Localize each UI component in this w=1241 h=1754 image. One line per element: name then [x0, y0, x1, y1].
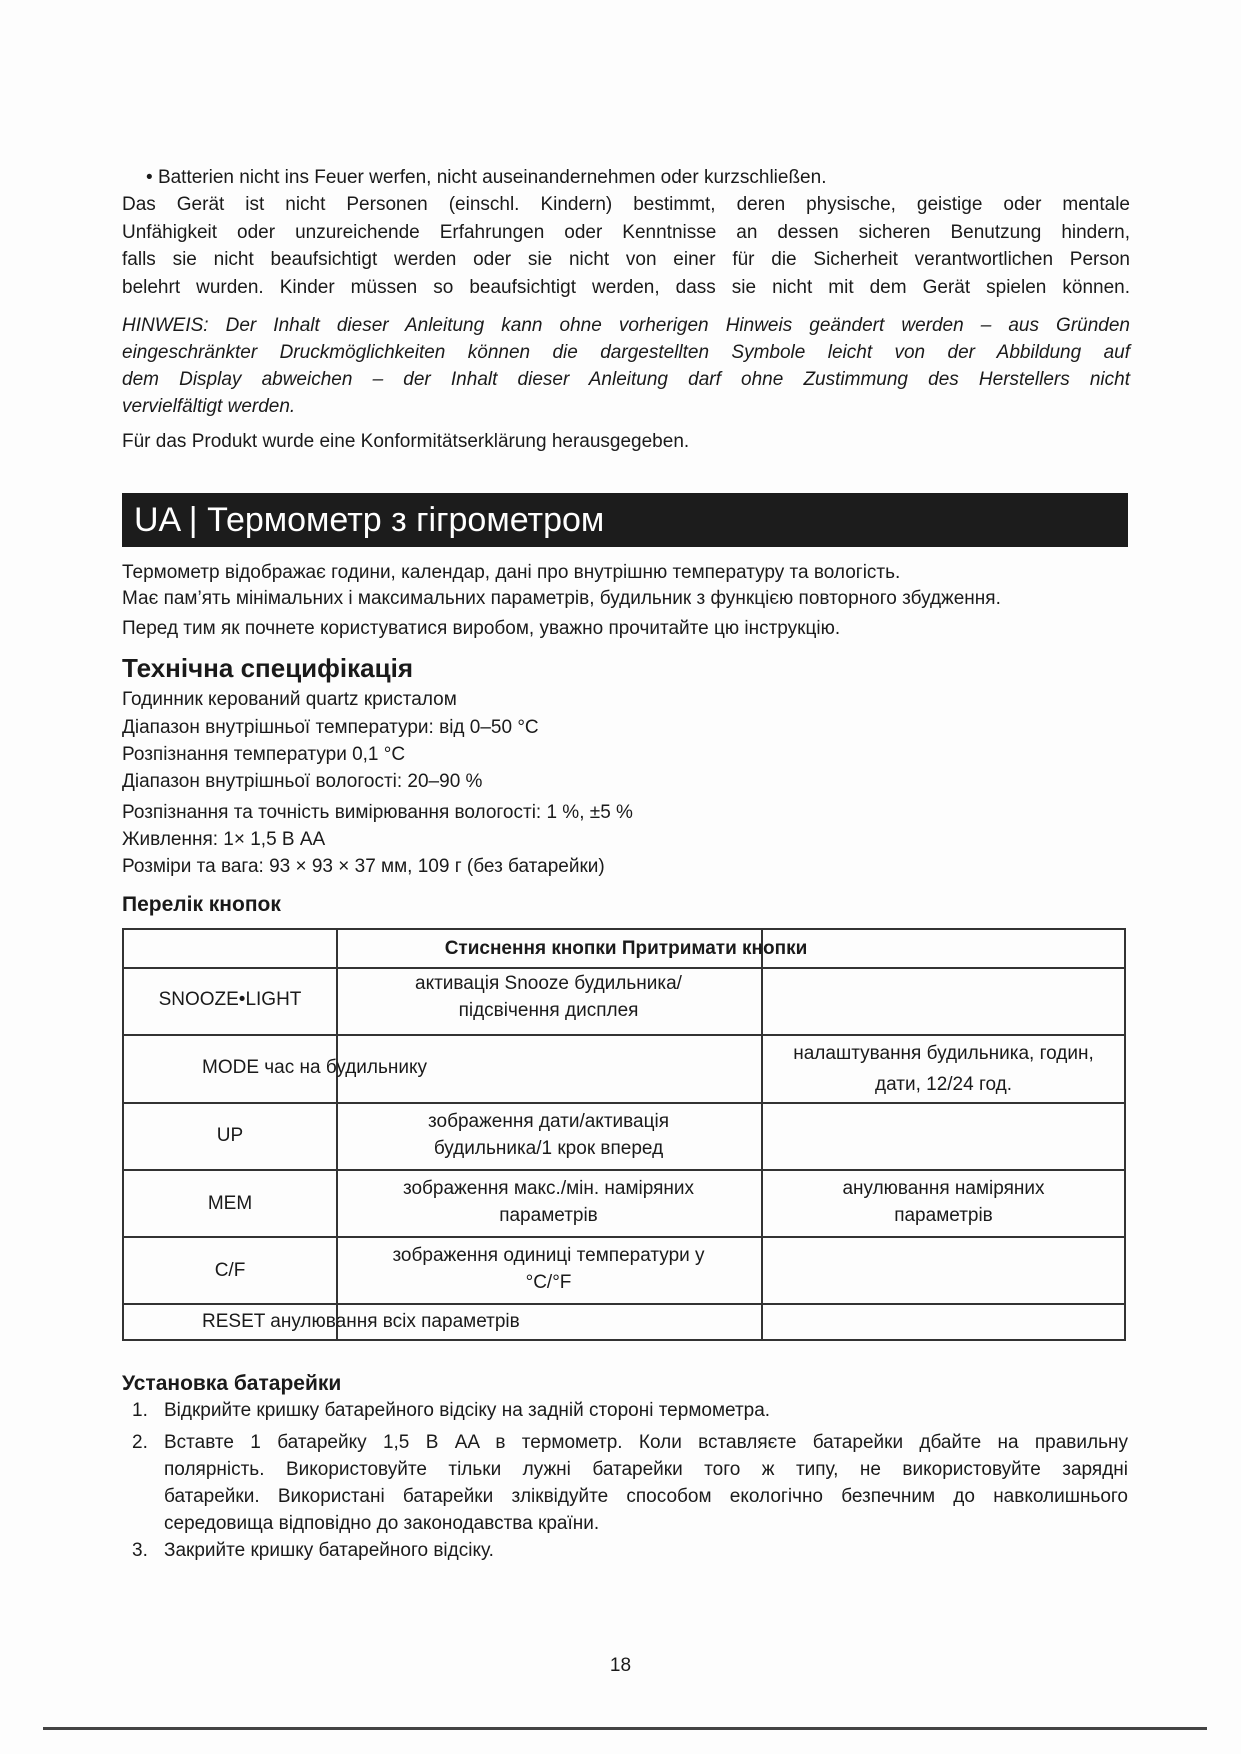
table-button-name: RESET анулювання всіх параметрів: [202, 1311, 520, 1332]
paragraph-line: falls sie nicht beaufsichtigt werden oder sie nicht von einer für die Sicherheit verantwortlichen Person: [122, 249, 1130, 270]
spec-line: Розпізнання та точність вимірювання вологості: 1 %, ±5 %: [122, 802, 633, 823]
table-hold-text: [761, 1175, 1126, 1229]
note-line: dem Display abweichen – der Inhalt dieser Anleitung darf ohne Zustimmung des Herstellers nicht: [122, 369, 1130, 390]
cell-line: налаштування будильника, годин,: [793, 1043, 1094, 1064]
battery-heading: Установка батарейки: [122, 1372, 342, 1395]
footer-rule: [43, 1727, 1207, 1730]
spec-line: Годинник керований quartz кристалом: [122, 689, 457, 710]
list-text: Відкрийте кришку батарейного відсіку на задній стороні термометра.: [164, 1400, 771, 1421]
bullet-text: Batterien nicht ins Feuer werfen, nicht auseinandernehmen oder kurzschließen.: [157, 167, 827, 188]
table-button-name: C/F: [214, 1260, 246, 1281]
spec-heading: Технічна специфікація: [122, 653, 413, 683]
cell-line: будильника/1 крок вперед: [433, 1138, 664, 1159]
cell-line: °C/°F: [525, 1272, 572, 1293]
cell-line: зображення одиниці температури у: [392, 1245, 705, 1266]
list-text: Закрийте кришку батарейного відсіку.: [164, 1540, 494, 1561]
list-number: 2.: [132, 1432, 148, 1453]
intro-line: Перед тим як почнете користуватися виробом, уважно прочитайте цю інструкцію.: [122, 618, 841, 639]
buttons-table: [122, 928, 1126, 1341]
table-button-name: MEM: [207, 1193, 253, 1214]
buttons-heading: Перелік кнопок: [122, 893, 281, 916]
list-text: Вставте 1 батарейку 1,5 В AA в термометр. Коли вставляєте батарейки дбайте на правильну: [164, 1432, 1128, 1453]
table-press-text: [336, 1175, 761, 1229]
cell-line: активація Snooze будильника/: [415, 973, 682, 994]
paragraph-line: Das Gerät ist nicht Personen (einschl. Kindern) bestimmt, deren physische, geistige oder mentale: [122, 194, 1130, 215]
table-press-text: [336, 970, 761, 1024]
intro-line: Термометр відображає години, календар, дані про внутрішню температуру та вологість.: [122, 562, 901, 583]
cell-line: анулювання наміряних: [842, 1178, 1045, 1199]
cell-line: зображення дати/активація: [428, 1111, 669, 1132]
list-text: полярність. Використовуйте тільки лужні батарейки того ж типу, не використовуйте зарядні: [164, 1459, 1128, 1480]
cell-line: підсвічення дисплея: [458, 1000, 639, 1021]
table-button-name: UP: [216, 1125, 244, 1146]
cell-line: дати, 12/24 год.: [875, 1074, 1012, 1095]
bullet-item: • Batterien nicht ins Feuer werfen, nicht auseinandernehmen oder kurzschließen.: [146, 167, 827, 188]
list-number: 3.: [132, 1540, 148, 1561]
spec-line: Розміри та вага: 93 × 93 × 37 мм, 109 г (без батарейки): [122, 856, 605, 877]
note-line: vervielfältigt werden.: [122, 396, 296, 417]
list-text: батарейки. Використані батарейки зліквідуйте способом екологічно безпечним до навколишнього: [164, 1486, 1128, 1507]
spec-line: Діапазон внутрішньої вологості: 20–90 %: [122, 771, 483, 792]
table-divider: [124, 1102, 1124, 1104]
intro-line: Має пам’ять мінімальних і максимальних параметрів, будильник з функцією повторного збудження.: [122, 588, 1001, 609]
note-line: HINWEIS: Der Inhalt dieser Anleitung kann ohne vorherigen Hinweis geändert werden – aus Gründen: [122, 315, 1130, 336]
conformity-text: Für das Produkt wurde eine Konformitätserklärung herausgegeben.: [122, 431, 690, 452]
spec-line: Діапазон внутрішньої температури: від 0–50 °C: [122, 717, 539, 738]
table-divider: [124, 1236, 1124, 1238]
paragraph-line: belehrt wurden. Kinder müssen so beaufsichtigt werden, dass sie nicht mit dem Gerät spielen können.: [122, 277, 1130, 298]
table-divider: [124, 967, 1124, 969]
cell-line: параметрів: [894, 1205, 993, 1226]
list-number: 1.: [132, 1400, 148, 1421]
section-title-bar: UA | Термометр з гігрометром: [122, 493, 1128, 547]
table-button-name: MODE час на будильнику: [202, 1057, 428, 1078]
cell-line: параметрів: [499, 1205, 598, 1226]
table-button-name: SNOOZE•LIGHT: [158, 989, 302, 1010]
table-press-text: [336, 1108, 761, 1162]
paragraph-line: Unfähigkeit oder unzureichende Erfahrungen oder Kenntnisse an dessen sicheren Benutzung hindern,: [122, 222, 1130, 243]
table-hold-text: [761, 1038, 1126, 1100]
spec-line: Живлення: 1× 1,5 В AA: [122, 829, 326, 850]
cell-line: зображення макс./мін. наміряних: [402, 1178, 695, 1199]
table-divider: [761, 930, 763, 1339]
spec-line: Розпізнання температури 0,1 °C: [122, 744, 406, 765]
table-divider: [124, 1169, 1124, 1171]
table-divider: [124, 1034, 1124, 1036]
table-divider: [124, 1303, 1124, 1305]
table-press-text: [336, 1242, 761, 1296]
table-header: Стиснення кнопки Притримати кнопки: [444, 938, 808, 959]
note-line: eingeschränkter Druckmöglichkeiten können die dargestellten Symbole leicht von der Abbildung auf: [122, 342, 1130, 363]
list-text: середовища відповідно до законодавства країни.: [164, 1513, 600, 1534]
page-number: 18: [609, 1655, 632, 1676]
